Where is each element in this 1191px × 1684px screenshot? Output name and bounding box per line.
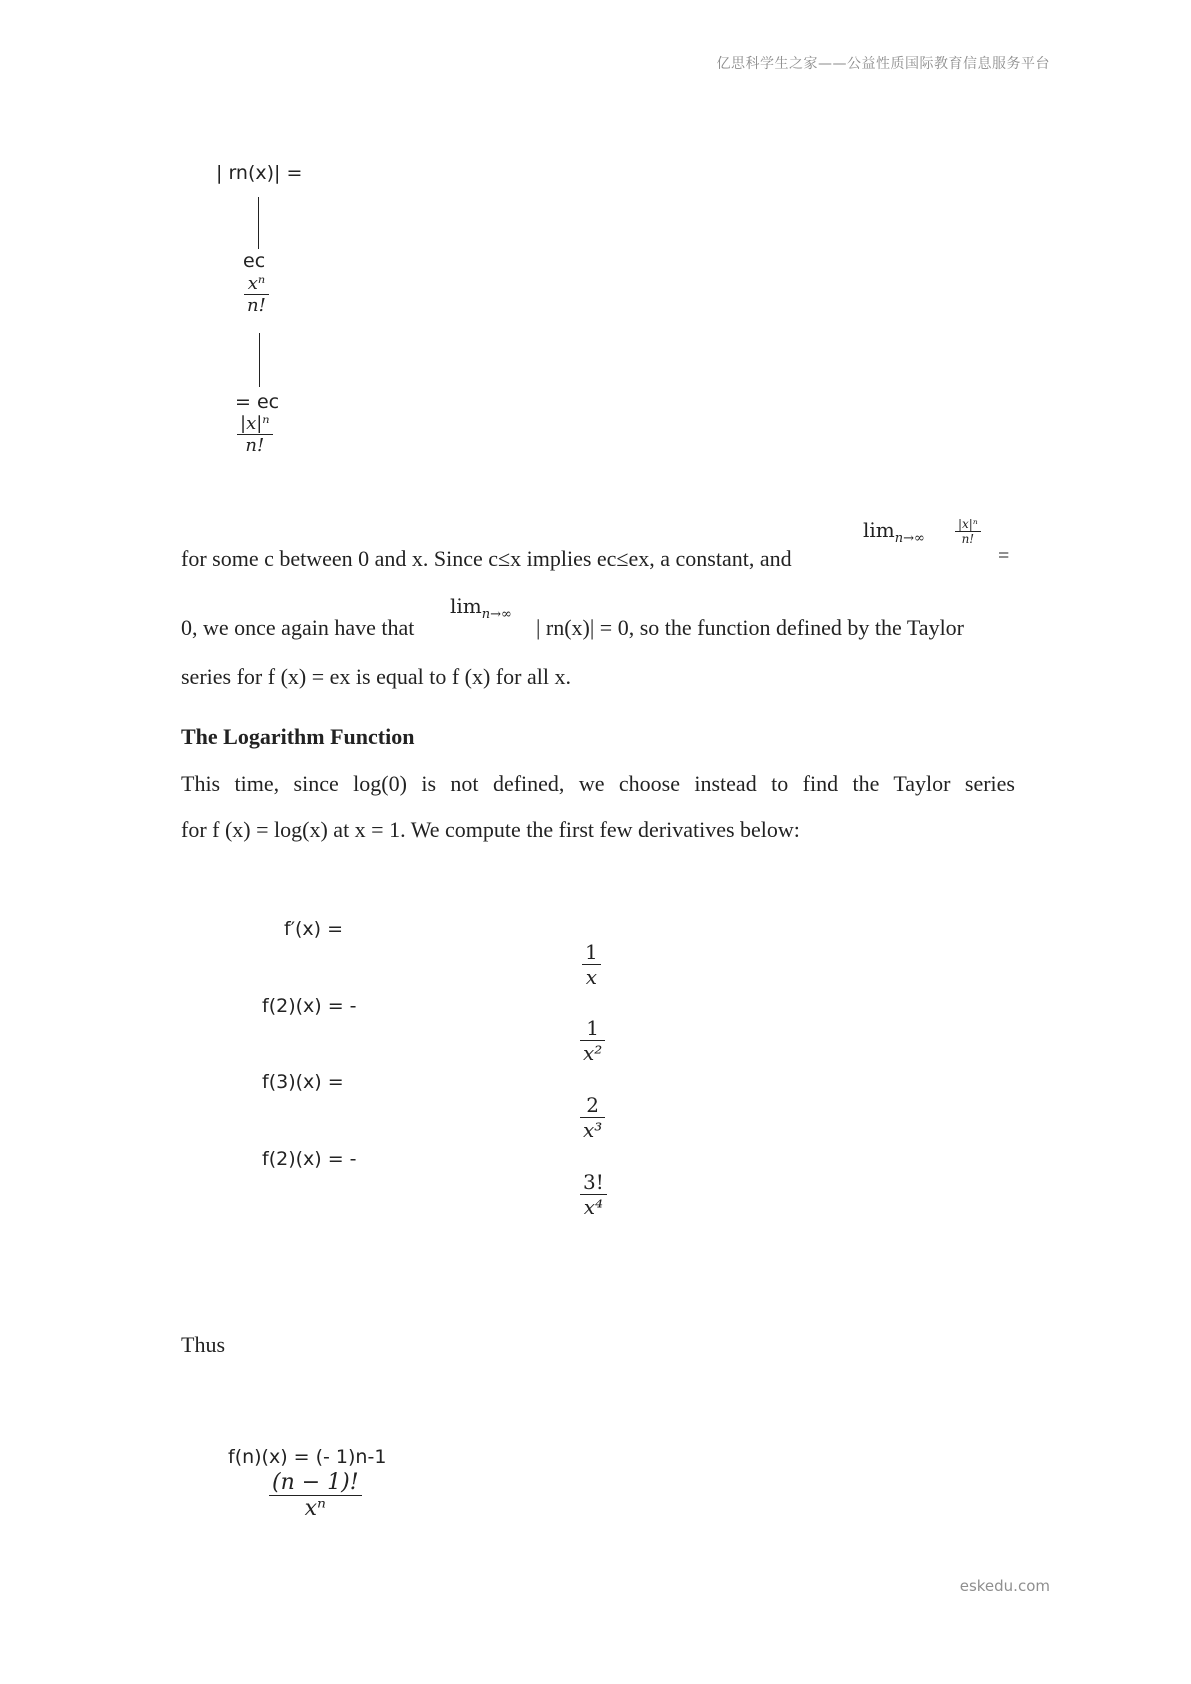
abs-bar-bottom	[259, 333, 260, 387]
remainder-b-numerator: |x|ⁿ	[240, 413, 270, 434]
remainder-a-numerator: xⁿ	[247, 273, 266, 294]
derivative-numerator: 1	[586, 1016, 600, 1040]
abs-bar-top	[258, 197, 259, 249]
derivative-denominator: x	[585, 965, 597, 989]
derivative-fraction	[580, 1093, 605, 1142]
derivative-label: f(2)(x) = -	[262, 1148, 357, 1170]
limit-subscript: n→∞	[894, 531, 925, 546]
remainder-lhs: | rn(x)| =	[216, 162, 303, 184]
derivative-numerator: 1	[585, 940, 598, 964]
derivative-fraction	[580, 1170, 607, 1219]
remainder-b-prefix: = ec	[235, 391, 280, 413]
page-footer: eskedu.com	[959, 1577, 1050, 1595]
paragraph-line: for some c between 0 and x. Since c≤x implies ec≤ex, a constant, and	[181, 546, 792, 571]
nth-derivative-fraction	[269, 1470, 362, 1521]
remainder-b-denominator: n!	[245, 435, 265, 456]
paragraph-line: | rn(x)| = 0, so the function defined by the Taylor	[536, 615, 965, 640]
limit-fraction-numerator: |x|ⁿ	[958, 517, 978, 531]
derivative-fraction	[582, 940, 601, 989]
paragraph-line: This time, since log(0) is not defined, we choose instead to find the Taylor series	[181, 771, 1015, 796]
limit-expression	[863, 518, 925, 546]
derivative-label: f′(x) =	[284, 918, 344, 940]
limit-subscript: n→∞	[481, 607, 512, 622]
nth-derivative-numerator: (n − 1)!	[272, 1470, 359, 1495]
remainder-a-denominator: n!	[247, 295, 266, 316]
derivative-label: f(3)(x) =	[262, 1071, 344, 1093]
derivative-label: f(2)(x) = -	[262, 995, 357, 1017]
remainder-a-prefix: ec	[243, 250, 266, 272]
nth-derivative-denominator: xⁿ	[304, 1496, 326, 1521]
derivative-numerator: 2	[586, 1093, 600, 1117]
paragraph-line: Thus	[181, 1332, 225, 1357]
derivative-fraction	[580, 1016, 605, 1065]
limit-label: lim	[450, 594, 482, 618]
limit-expression	[450, 594, 512, 622]
paragraph-line: for f (x) = log(x) at x = 1. We compute the first few derivatives below:	[181, 817, 800, 842]
limit-fraction	[955, 517, 981, 546]
derivative-denominator: x⁴	[583, 1195, 604, 1219]
derivative-denominator: x²	[583, 1041, 603, 1065]
page-header: 亿思科学生之家——公益性质国际教育信息服务平台	[716, 56, 1050, 72]
derivative-denominator: x³	[583, 1118, 603, 1142]
limit-label: lim	[863, 518, 895, 542]
limit-fraction-denominator: n!	[961, 532, 975, 546]
derivative-numerator: 3!	[583, 1170, 604, 1194]
equals-sign: =	[998, 545, 1010, 567]
remainder-a-fraction	[244, 273, 269, 316]
paragraph-line: series for f (x) = ex is equal to f (x) for all x.	[181, 664, 571, 689]
nth-derivative-lhs: f(n)(x) = (- 1)n-1	[228, 1446, 387, 1468]
paragraph-line: 0, we once again have that	[181, 615, 415, 640]
section-heading: The Logarithm Function	[181, 724, 415, 749]
remainder-b-fraction	[237, 413, 273, 456]
